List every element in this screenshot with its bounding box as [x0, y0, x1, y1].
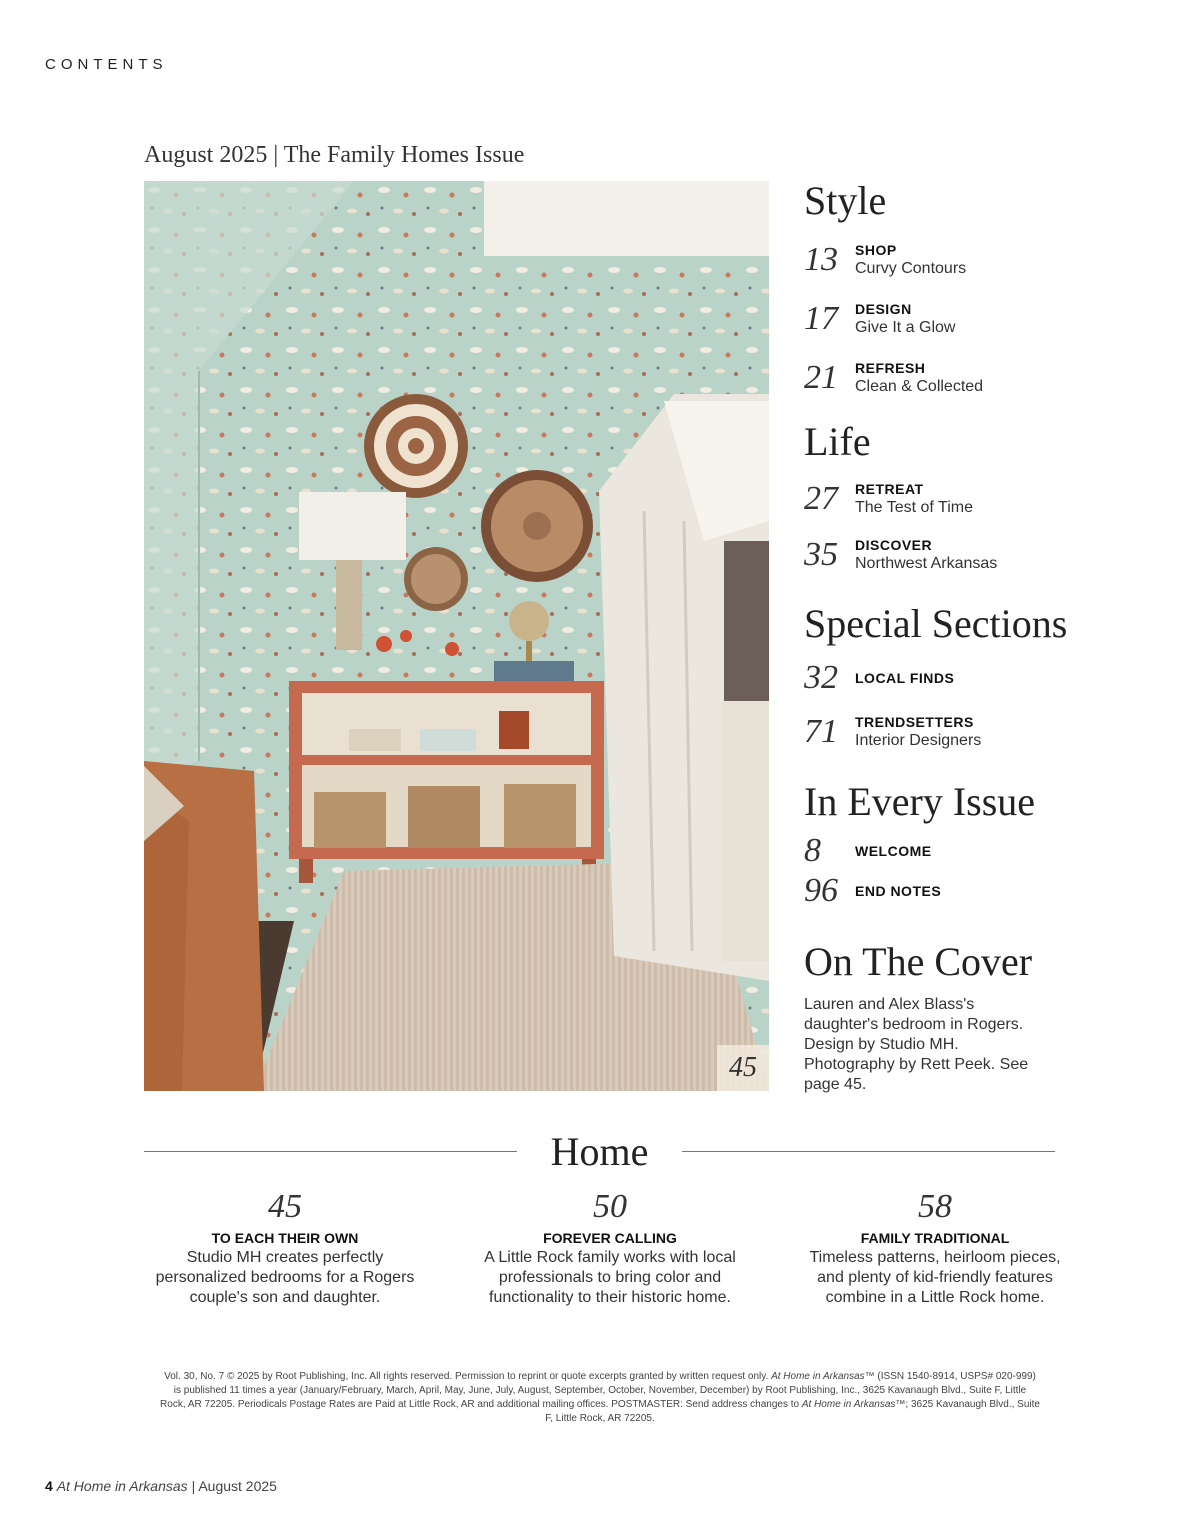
- feature-item[interactable]: [150, 1188, 420, 1308]
- divider: [144, 1151, 517, 1152]
- toc-entry[interactable]: [804, 831, 1174, 871]
- entry-kicker: SHOP: [855, 241, 897, 258]
- home-section-header: [144, 1128, 1055, 1175]
- magazine-name: At Home in Arkansas™: [771, 1371, 875, 1382]
- section-special: [804, 601, 1174, 761]
- section-on-the-cover: [804, 939, 1174, 1095]
- entry-subtitle: Clean & Collected: [855, 377, 984, 395]
- divider: [682, 1151, 1055, 1152]
- feature-description: Timeless patterns, heirloom pieces, and plenty of kid-friendly features combine in a Little Rock home.: [809, 1249, 1061, 1306]
- page-number: 8: [804, 832, 821, 869]
- feature-title: FOREVER CALLING: [543, 1230, 677, 1246]
- section-title: On The Cover: [804, 939, 1033, 984]
- fine-print-text: ; 3625 Kavanaugh Blvd., Suite F, Little Rock, AR 72205.: [545, 1399, 1040, 1424]
- feature-title: TO EACH THEIR OWN: [211, 1230, 359, 1246]
- entry-subtitle: The Test of Time: [855, 499, 973, 516]
- page-number: 35: [804, 536, 838, 573]
- entry-kicker: LOCAL FINDS: [855, 670, 955, 686]
- entry-kicker: WELCOME: [855, 843, 932, 859]
- page-number: 71: [804, 713, 838, 750]
- table-of-contents: [804, 178, 1174, 1095]
- section-every-issue: [804, 779, 1174, 911]
- section-title: Special Sections: [804, 601, 1068, 646]
- issue-title: August 2025 | The Family Homes Issue: [144, 142, 525, 168]
- page-footer: [45, 1478, 277, 1494]
- magazine-name: At Home in Arkansas™: [801, 1399, 906, 1410]
- entry-kicker: REFRESH: [855, 359, 926, 376]
- folio-number: 4: [45, 1478, 53, 1494]
- entry-kicker: RETREAT: [855, 481, 924, 497]
- entry-kicker: DISCOVER: [855, 537, 933, 553]
- fine-print-text: Vol. 30, No. 7 © 2025 by Root Publishing, Inc. All rights reserved. Permission to reprint or quote excerpts granted by written request only.: [164, 1371, 769, 1382]
- feature-item[interactable]: [800, 1188, 1070, 1308]
- feature-description: A Little Rock family works with local professionals to bring color and functionality to their historic home.: [484, 1249, 736, 1306]
- toc-entry[interactable]: [804, 653, 1174, 703]
- toc-entry[interactable]: [804, 527, 1174, 583]
- section-title: In Every Issue: [804, 779, 1036, 824]
- footer-date: | August 2025: [191, 1478, 277, 1494]
- page-number: 96: [804, 872, 838, 909]
- toc-entry[interactable]: [804, 871, 1174, 911]
- entry-subtitle: Northwest Arkansas: [855, 555, 998, 572]
- section-title: Style: [804, 178, 887, 223]
- cover-page-tag: 45: [717, 1045, 769, 1091]
- section-style: [804, 178, 1174, 407]
- entry-kicker: TRENDSETTERS: [855, 714, 974, 730]
- page-number: 45: [268, 1188, 302, 1225]
- entry-kicker: DESIGN: [855, 300, 912, 317]
- section-title: Home: [550, 1129, 649, 1174]
- entry-subtitle: Curvy Contours: [855, 259, 967, 277]
- page-number: 32: [804, 659, 838, 696]
- fine-print-text: (ISSN 1540-8914, USPS# 020-999) is published 11 times a year (January/February, March, April, May, June, July, August, September, October, November, December) by Root Publishing, Inc., 3625 Kavanaugh Blvd., Suite F, Little Rock, AR 72205. Periodicals Postage Rates are Paid at Little Rock, AR and additional mailing offices. POSTMASTER: Send address changes to: [160, 1371, 1036, 1410]
- section-title: Life: [804, 419, 871, 464]
- publication-fine-print: [160, 1370, 1040, 1426]
- toc-entry[interactable]: [804, 471, 1174, 527]
- toc-entry[interactable]: [804, 703, 1174, 761]
- section-life: [804, 419, 1174, 583]
- page-number: 13: [804, 240, 838, 278]
- home-features: [150, 1188, 1070, 1308]
- page-number: 27: [804, 480, 838, 517]
- cover-photo: [144, 181, 769, 1091]
- toc-entry[interactable]: [804, 230, 1174, 289]
- feature-item[interactable]: [475, 1188, 745, 1308]
- feature-description: Studio MH creates perfectly personalized bedrooms for a Rogers couple's son and daughter.: [155, 1249, 415, 1306]
- magazine-name: At Home in Arkansas: [56, 1478, 188, 1494]
- entry-subtitle: Give It a Glow: [855, 318, 956, 336]
- toc-entry[interactable]: [804, 348, 1174, 407]
- section-label: CONTENTS: [45, 56, 168, 73]
- entry-kicker: END NOTES: [855, 883, 942, 899]
- cover-description: Lauren and Alex Blass's daughter's bedroom in Rogers. Design by Studio MH. Photography by Rett Peek. See page 45.: [804, 996, 1029, 1093]
- feature-title: FAMILY TRADITIONAL: [860, 1230, 1010, 1246]
- entry-subtitle: Interior Designers: [855, 732, 982, 749]
- page-number: 21: [804, 358, 838, 396]
- page-number: 50: [593, 1188, 627, 1225]
- toc-entry[interactable]: [804, 289, 1174, 348]
- page-number: 58: [918, 1188, 952, 1225]
- page-number: 17: [804, 299, 838, 337]
